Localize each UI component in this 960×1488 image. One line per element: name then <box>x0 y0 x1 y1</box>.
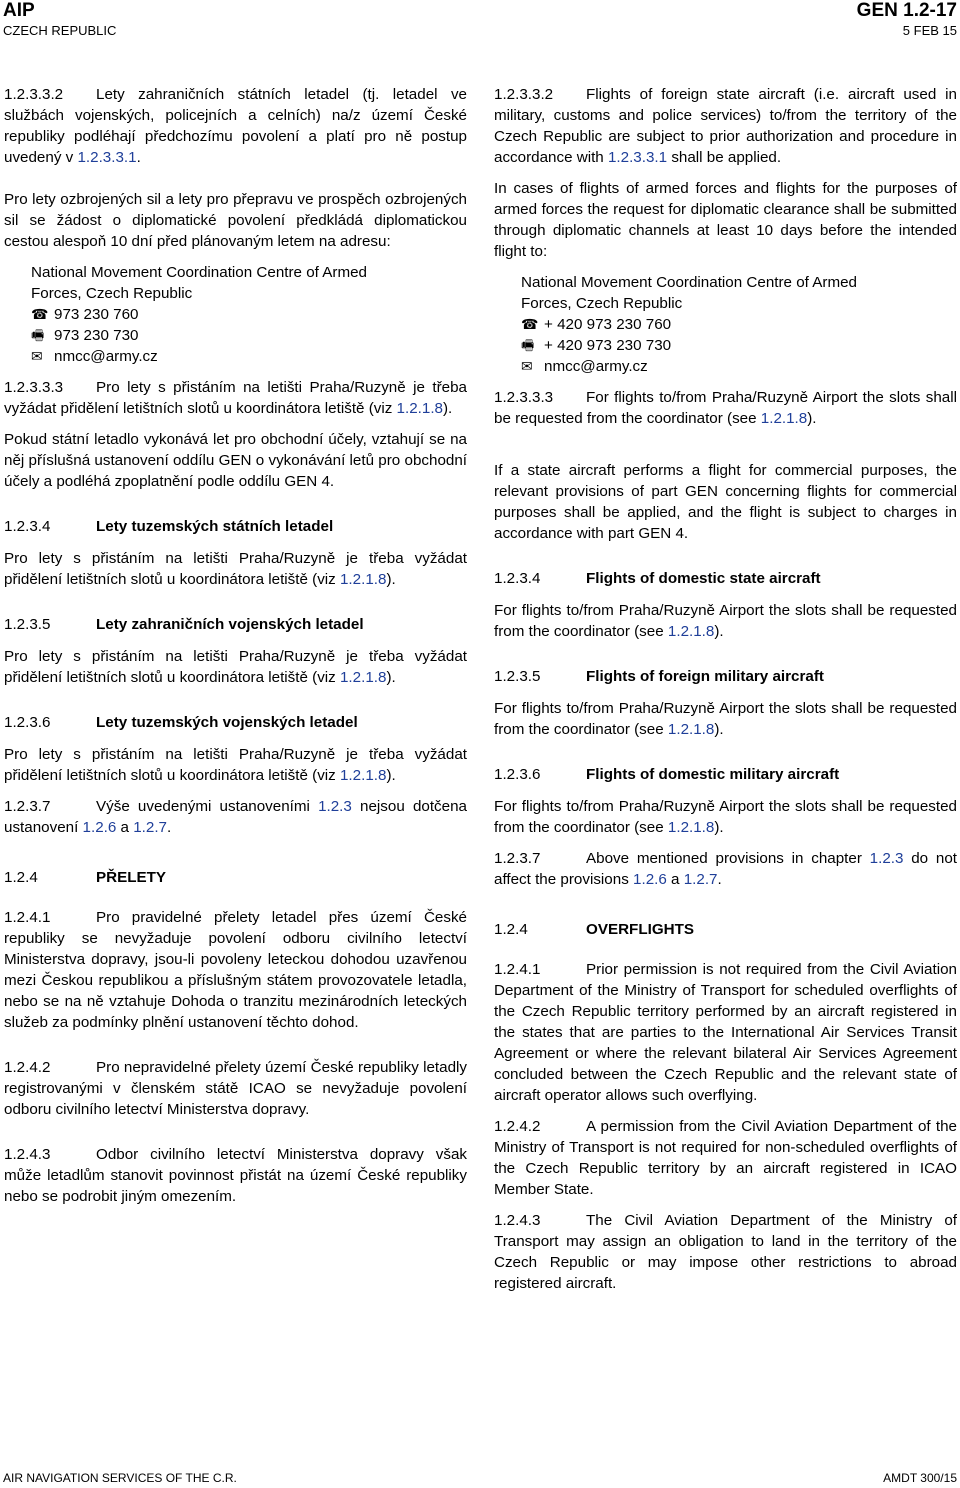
phone-row <box>31 304 467 325</box>
ref-link[interactable]: 1.2.1.8 <box>667 623 715 640</box>
para-1-2-3-7 <box>494 848 957 890</box>
ref-link[interactable]: 1.2.3 <box>318 798 352 815</box>
heading-title: Flights of domestic state aircraft <box>586 570 821 587</box>
heading-title: Flights of domestic military aircraft <box>586 766 840 783</box>
header-aip: AIP <box>3 0 35 21</box>
fax-number: 973 230 730 <box>54 327 139 344</box>
heading-1-2-4 <box>4 867 467 888</box>
para-text-tail: ). <box>714 819 724 836</box>
ref-link[interactable]: 1.2.1.8 <box>396 400 443 417</box>
para-1-2-3-3-3 <box>4 377 467 419</box>
heading-1-2-3-6 <box>494 764 957 785</box>
para-text: Above mentioned provisions in chapter <box>586 850 870 867</box>
address-line-1: National Movement Coordination Centre of Armed <box>521 274 857 291</box>
heading-number: 1.2.3.6 <box>4 714 51 731</box>
para-1-2-3-5 <box>4 646 467 688</box>
column-czech <box>4 84 467 1207</box>
para-text: Odbor civilního letectví Ministerstva dopravy však může letadlům stanovit povinnost přistát na území České republiky nebo se podrobit jiným omezením. <box>4 1146 467 1205</box>
para-text: For flights to/from Praha/Ruzyně Airport the slots shall be requested from the coordinator (see <box>494 798 957 836</box>
ref-link[interactable]: 1.2.7 <box>133 819 167 836</box>
para-text: For flights to/from Praha/Ruzyně Airport the slots shall be requested from the coordinator (see <box>494 700 957 738</box>
heading-1-2-3-4 <box>4 516 467 537</box>
heading-number: 1.2.3.4 <box>4 518 51 535</box>
heading-title: Lety tuzemských státních letadel <box>96 518 334 535</box>
header-date: 5 FEB 15 <box>902 23 957 38</box>
address-block <box>4 262 467 367</box>
para-text: Pro pravidelné přelety letadel přes území České republiky se nevyžaduje povolení odboru civilního letectví Ministerstva dopravy, jsou-li povoleny leteckou dohodou uzavřenou mezi Českou republikou a příslušným státem provozovatele letadla, nebo se na ně vztahuje Dohoda o tranzitu mezinárodních leteckých služeb za podmínky plnění ustanovení těchto dohod. <box>4 909 467 1031</box>
para-1-2-3-7 <box>4 796 467 838</box>
para-armed-forces: In cases of flights of armed forces and flights for the purposes of armed forces the request for diplomatic clearance shall be submitted through diplomatic channels at least 10 days before the intended flight to: <box>494 180 957 260</box>
para-number: 1.2.3.3.2 <box>4 86 64 103</box>
para-text: For flights to/from Praha/Ruzyně Airport the slots shall be requested from the coordinator (see <box>494 602 957 640</box>
ref-link[interactable]: 1.2.3.3.1 <box>607 149 668 166</box>
fax-row <box>31 325 467 346</box>
fax-icon: 🖷 <box>521 337 535 353</box>
para-text-tail: ). <box>386 669 396 686</box>
para-1-2-3-3-3 <box>494 387 957 429</box>
phone-icon: ☎ <box>31 306 49 322</box>
heading-1-2-3-5 <box>494 666 957 687</box>
para-number: 1.2.4.2 <box>4 1059 51 1076</box>
ref-link[interactable]: 1.2.1.8 <box>760 410 808 427</box>
heading-1-2-3-5 <box>4 614 467 635</box>
para-1-2-3-6 <box>494 796 957 838</box>
ref-link[interactable]: 1.2.6 <box>82 819 117 836</box>
footer-publisher: AIR NAVIGATION SERVICES OF THE C.R. <box>3 1471 237 1485</box>
para-text-tail: shall be applied. <box>667 149 782 166</box>
ref-link[interactable]: 1.2.7 <box>683 871 718 888</box>
para-text-tail: ). <box>386 767 396 784</box>
ref-link[interactable]: 1.2.1.8 <box>339 669 387 686</box>
para-number: 1.2.4.1 <box>4 909 51 926</box>
para-commercial: Pokud státní letadlo vykonává let pro obchodní účely, vztahují se na něj příslušná ustanovení oddílu GEN o vykonávání letů pro obchodní účely a podléhá zpoplatnění podle oddílu GEN 4. <box>4 431 467 490</box>
para-number: 1.2.4.1 <box>494 961 541 978</box>
email-row <box>31 346 467 367</box>
para-text: A permission from the Civil Aviation Department of the Ministry of Transport is not required for non-scheduled overflights of the Czech Republic territory by an aircraft registered in ICAO Member State. <box>494 1118 957 1198</box>
para-number: 1.2.3.3.2 <box>494 86 554 103</box>
heading-1-2-4 <box>494 919 957 940</box>
phone-number: 973 230 760 <box>54 306 139 323</box>
para-1-2-4-1 <box>4 907 467 1033</box>
para-text-tail: . <box>136 149 141 166</box>
para-text-tail: ). <box>714 721 724 738</box>
para-text: do not affect the provisions <box>494 850 957 888</box>
heading-title: PŘELETY <box>96 869 167 886</box>
para-armed-forces: Pro lety ozbrojených sil a lety pro přepravu ve prospěch ozbrojených sil se žádost o diplomatické povolení předkládá diplomatickou cestou alespoň 10 dní před plánovaným letem na adresu: <box>4 191 467 250</box>
para-1-2-3-5 <box>494 698 957 740</box>
para-text: Pro lety s přistáním na letišti Praha/Ruzyně je třeba vyžádat přidělení letištních slotů u koordinátora letiště (viz <box>4 550 467 588</box>
email-icon: ✉ <box>521 358 533 374</box>
para-text: a <box>116 819 134 836</box>
para-number: 1.2.3.3.3 <box>494 389 554 406</box>
para-text: Pro lety s přistáním na letišti Praha/Ruzyně je třeba vyžádat přidělení letištních slotů u koordinátora letiště (viz <box>4 648 467 686</box>
para-number: 1.2.3.7 <box>4 798 51 815</box>
heading-1-2-3-4 <box>494 568 957 589</box>
ref-link[interactable]: 1.2.1.8 <box>339 767 387 784</box>
para-text: a <box>666 871 684 888</box>
header-left <box>3 0 116 40</box>
address-line-2: Forces, Czech Republic <box>31 285 193 302</box>
para-text-tail: . <box>717 871 722 888</box>
email-address[interactable]: nmcc@army.cz <box>544 358 648 375</box>
heading-number: 1.2.3.6 <box>494 766 541 783</box>
para-text: Lety zahraničních státních letadel (tj. letadel ve službách vojenských, policejních a celních) na/z území České republiky podléhají předchozímu povolení a platí pro ně postup uvedený v <box>4 86 467 166</box>
heading-title: Lety zahraničních vojenských letadel <box>96 616 364 633</box>
ref-link[interactable]: 1.2.6 <box>633 871 667 888</box>
para-text: The Civil Aviation Department of the Ministry of Transport may assign an obligation to land in the territory of the Czech Republic or may impose other restrictions to abroad registered aircraft. <box>494 1212 957 1292</box>
para-1-2-4-3 <box>494 1210 957 1294</box>
para-text: Pro lety s přistáním na letišti Praha/Ruzyně je třeba vyžádat přidělení letištních slotů u koordinátora letiště (viz <box>4 379 467 417</box>
para-text: Pro nepravidelné přelety území České republiky letadly registrovanými v členském státě ICAO se nevyžaduje povolení odboru civilního letectví Ministerstva dopravy. <box>4 1059 467 1118</box>
address-block <box>494 272 957 377</box>
ref-link[interactable]: 1.2.3 <box>869 850 904 867</box>
fax-number: + 420 973 230 730 <box>544 337 672 354</box>
para-1-2-4-3 <box>4 1144 467 1207</box>
header-page-number: GEN 1.2-17 <box>856 0 957 21</box>
para-1-2-4-1 <box>494 959 957 1106</box>
para-number: 1.2.4.2 <box>494 1118 541 1135</box>
email-row <box>521 356 957 377</box>
fax-row <box>521 335 957 356</box>
para-text: nejsou dotčena ustanovení <box>4 798 467 836</box>
ref-link[interactable]: 1.2.1.8 <box>667 819 715 836</box>
heading-number: 1.2.3.4 <box>494 570 541 587</box>
para-number: 1.2.4.3 <box>494 1212 541 1229</box>
para-commercial: If a state aircraft performs a flight for commercial purposes, the relevant provisions of part GEN concerning flights for commercial purposes shall be applied, and the flight is subject to charges in accordance with part GEN 4. <box>494 462 957 542</box>
fax-icon: 🖷 <box>31 327 45 343</box>
para-text: Prior permission is not required from the Civil Aviation Department of the Ministry of Transport for scheduled overflights of the Czech Republic territory performed by an aircraft registered in the states that are parties to the International Air Services Transit Agreement or where the relevant bilateral Air Services Agreement concluded between the Czech Republic and the relevant state of aircraft operator allows such overflying. <box>494 961 957 1104</box>
para-text: Flights of foreign state aircraft (i.e. aircraft used in military, customs and police services) to/from the territory of the Czech Republic are subject to prior authorization and procedure in accordance with <box>494 86 957 166</box>
para-1-2-3-6 <box>4 744 467 786</box>
para-1-2-3-4 <box>4 548 467 590</box>
para-text: For flights to/from Praha/Ruzyně Airport the slots shall be requested from the coordinator (see <box>494 389 957 427</box>
para-1-2-3-4 <box>494 600 957 642</box>
ref-link[interactable]: 1.2.1.8 <box>667 721 715 738</box>
para-text-tail: ). <box>807 410 817 427</box>
email-icon: ✉ <box>31 348 43 364</box>
heading-title: Flights of foreign military aircraft <box>586 668 824 685</box>
heading-number: 1.2.3.5 <box>494 668 541 685</box>
para-1-2-4-2 <box>494 1116 957 1200</box>
phone-row <box>521 314 957 335</box>
para-number: 1.2.3.7 <box>494 850 541 867</box>
para-number: 1.2.4.3 <box>4 1146 51 1163</box>
para-text: Výše uvedenými ustanoveními <box>96 798 319 815</box>
heading-number: 1.2.4 <box>494 921 528 938</box>
phone-number: + 420 973 230 760 <box>544 316 672 333</box>
heading-number: 1.2.4 <box>4 869 38 886</box>
para-1-2-3-3-2 <box>494 84 957 168</box>
header-country: CZECH REPUBLIC <box>3 23 117 38</box>
para-text-tail: ). <box>443 400 453 417</box>
para-text: Pro lety s přistáním na letišti Praha/Ruzyně je třeba vyžádat přidělení letištních slotů u koordinátora letiště (viz <box>4 746 467 784</box>
heading-number: 1.2.3.5 <box>4 616 51 633</box>
address-line-1: National Movement Coordination Centre of Armed <box>31 264 367 281</box>
heading-title: OVERFLIGHTS <box>586 921 695 938</box>
para-text-tail: ). <box>714 623 724 640</box>
para-1-2-3-3-2 <box>4 84 467 168</box>
header-right <box>857 0 957 40</box>
column-english <box>494 84 957 1294</box>
footer-amendment: AMDT 300/15 <box>883 1471 957 1485</box>
heading-1-2-3-6 <box>4 712 467 733</box>
address-line-2: Forces, Czech Republic <box>521 295 683 312</box>
ref-link[interactable]: 1.2.1.8 <box>339 571 387 588</box>
email-address[interactable]: nmcc@army.cz <box>54 348 158 365</box>
para-text-tail: . <box>166 819 172 836</box>
para-number: 1.2.3.3.3 <box>4 379 64 396</box>
para-1-2-4-2 <box>4 1057 467 1120</box>
para-text-tail: ). <box>386 571 396 588</box>
ref-link[interactable]: 1.2.3.3.1 <box>77 149 137 166</box>
heading-title: Lety tuzemských vojenských letadel <box>96 714 358 731</box>
phone-icon: ☎ <box>521 316 539 332</box>
